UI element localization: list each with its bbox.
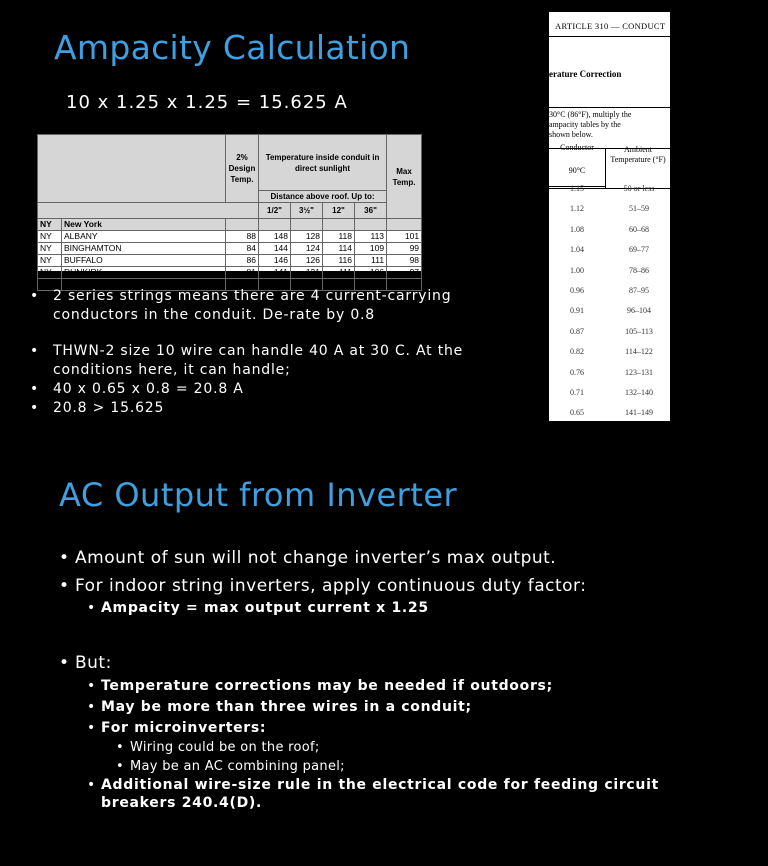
bullet-text: 20.8 > 15.625 [53, 400, 165, 416]
cell-d3: 119 [323, 279, 355, 291]
cell-state: NY [38, 243, 62, 255]
bullet-icon: • [59, 548, 70, 568]
bullet-icon: • [30, 400, 40, 416]
nec-factor: 0.65 [570, 408, 584, 418]
nec-instruction-line: 30°C (86°F), multiply the [549, 110, 632, 119]
list-item [30, 342, 500, 380]
cell-state: NY [38, 267, 62, 279]
bullet-icon: • [30, 343, 40, 359]
nec-instruction-line: shown below. [549, 130, 593, 139]
cell-d3: 111 [323, 267, 355, 279]
cell-d1: 146 [259, 255, 291, 267]
nec-correction-table [549, 12, 670, 421]
nec-temp-range: 114–122 [625, 347, 653, 357]
bullet-text: Wiring could be on the roof; [130, 740, 320, 755]
cell-max: 97 [387, 267, 422, 279]
cell-city: DUNKIRK [62, 267, 226, 279]
cell-d1: 148 [259, 231, 291, 243]
bullet-list-but [59, 649, 359, 677]
header-max-temp: Max Temp. [387, 135, 422, 219]
cell-d1: 149 [259, 279, 291, 291]
nec-factor: 1.08 [570, 224, 584, 234]
cell-design: 81 [226, 267, 259, 279]
bullet-icon: • [116, 740, 124, 755]
nec-factor: 1.00 [570, 265, 584, 275]
bullet-icon: • [30, 288, 40, 304]
cell-d2: 129 [291, 279, 323, 291]
cell-d2: 126 [291, 255, 323, 267]
list-item [87, 676, 687, 697]
cell-max: 103 [387, 279, 422, 291]
header-design-temp: 2% Design Temp. [226, 135, 259, 203]
bullet-list-derate [30, 287, 500, 325]
bullet-list-last [87, 776, 687, 812]
cell-d4: 109 [355, 243, 387, 255]
nec-factor: 0.82 [570, 347, 584, 357]
cell-max: 98 [387, 255, 422, 267]
state-abbr: NY [38, 219, 62, 231]
bullet-text: May be an AC combining panel; [130, 759, 345, 774]
cell-design: 86 [226, 255, 259, 267]
bullet-text: THWN-2 size 10 wire can handle 40 A at 30 C. At the conditions here, it can handle; [53, 343, 464, 378]
list-item [87, 598, 727, 619]
bullet-icon: • [87, 678, 96, 694]
cell-d2: 121 [291, 267, 323, 279]
table-row [38, 255, 422, 267]
list-item [59, 544, 739, 572]
cell-d4: 114 [355, 279, 387, 291]
nec-factor: 1.12 [570, 204, 584, 214]
bullet-icon: • [87, 720, 96, 736]
nec-factor: 0.91 [570, 306, 584, 316]
bullet-text: Additional wire-size rule in the electrical code for feeding circuit breakers 240.4(D). [101, 777, 659, 811]
nec-factor: 0.87 [570, 326, 584, 336]
header-distance-3: 12" [323, 203, 355, 219]
bullet-list-sub [87, 598, 727, 619]
nec-instruction-line: ampacity tables by the [549, 120, 621, 129]
cell-design: 88 [226, 231, 259, 243]
nec-temp-range: 50 or less [623, 184, 655, 193]
nec-factor: 0.96 [570, 286, 584, 295]
cell-design: 84 [226, 243, 259, 255]
cell-d1: 141 [259, 267, 291, 279]
cell-state: NY [38, 231, 62, 243]
nec-article-header: ARTICLE 310 — CONDUCT [555, 21, 666, 31]
list-item [59, 572, 739, 600]
cell-d3: 116 [323, 255, 355, 267]
bullet-list-main [59, 544, 739, 600]
bullet-text: Amount of sun will not change inverter’s max output. [75, 548, 557, 568]
cell-d2: 124 [291, 243, 323, 255]
cell-d4: 113 [355, 231, 387, 243]
bullet-text: But: [75, 653, 112, 673]
cell-city: BINGHAMTON [62, 243, 226, 255]
bullet-text: Temperature corrections may be needed if outdoors; [101, 678, 553, 694]
bullet-text: For indoor string inverters, apply continuous duty factor: [75, 576, 587, 596]
nec-temp-range: 60–68 [629, 224, 649, 234]
nec-section-title: erature Correction [549, 69, 622, 79]
list-item [87, 718, 687, 739]
bullet-text: For microinverters: [101, 720, 267, 736]
nec-temp-range: 78–86 [629, 265, 649, 275]
cell-state: NY [38, 279, 62, 291]
nec-temp-range: 123–131 [625, 367, 653, 377]
table-spacer [38, 203, 259, 219]
bullet-text: May be more than three wires in a conduit; [101, 699, 472, 715]
bullet-text: 40 x 0.65 x 0.8 = 20.8 A [53, 381, 244, 397]
list-item [87, 776, 687, 812]
table-corner [38, 135, 226, 203]
cell-d4: 111 [355, 255, 387, 267]
cell-city: ELMIRA CORNING REGIONAL A [62, 279, 226, 291]
bullet-icon: • [87, 600, 96, 616]
list-item [116, 757, 516, 776]
nec-temp-range: 51–59 [629, 204, 649, 214]
bullet-list-capacity [30, 342, 500, 418]
list-item [116, 738, 516, 757]
nec-col-ambient: Ambient Temperature (°F) [610, 145, 666, 164]
nec-factor: 0.76 [570, 367, 584, 377]
nec-temp-range: 96–104 [627, 306, 651, 316]
nec-factor: 1.15 [570, 184, 584, 193]
slide-title-ampacity: Ampacity Calculation [54, 28, 411, 67]
nec-temp-range: 141–149 [625, 408, 653, 418]
nec-temp-range: 105–113 [625, 326, 653, 336]
ampacity-formula: 10 x 1.25 x 1.25 = 15.625 A [66, 92, 348, 113]
cell-city: ALBANY [62, 231, 226, 243]
bullet-icon: • [87, 699, 96, 715]
table-row [38, 243, 422, 255]
bullet-list-micro [116, 738, 516, 776]
nec-factor: 0.71 [570, 388, 584, 397]
bullet-icon: • [30, 381, 40, 397]
cell-d3: 118 [323, 231, 355, 243]
bullet-icon: • [87, 777, 96, 793]
list-item [30, 287, 500, 325]
nec-temp-range: 87–95 [629, 286, 649, 295]
bullet-text: Ampacity = max output current x 1.25 [101, 600, 429, 616]
cell-design: 89 [226, 279, 259, 291]
bullet-list-but-items [87, 676, 687, 739]
slide-title-ac-output: AC Output from Inverter [59, 476, 458, 514]
header-temp-inside: Temperature inside conduit in direct sunlight [259, 135, 387, 191]
cell-city: BUFFALO [62, 255, 226, 267]
table-row-state [38, 219, 422, 231]
list-item [30, 399, 500, 418]
table-row [38, 231, 422, 243]
nec-col-90c: 90°C [568, 166, 586, 175]
cell-d3: 114 [323, 243, 355, 255]
header-distance: Distance above roof. Up to: [259, 191, 387, 203]
nec-temp-range: 69–77 [629, 245, 649, 255]
cell-d4: 106 [355, 267, 387, 279]
header-distance-4: 36" [355, 203, 387, 219]
cell-max: 99 [387, 243, 422, 255]
list-item [87, 697, 687, 718]
cell-d1: 144 [259, 243, 291, 255]
cell-max: 101 [387, 231, 422, 243]
nec-factor: 1.04 [570, 245, 584, 255]
list-item [59, 649, 359, 677]
header-distance-1: 1/2" [259, 203, 291, 219]
nec-col-conductor: Conductor [560, 143, 594, 152]
bullet-icon: • [116, 759, 124, 774]
list-item [30, 380, 500, 399]
cell-d2: 128 [291, 231, 323, 243]
bullet-text: 2 series strings means there are 4 current-carrying conductors in the conduit. De-rate by 0.8 [53, 288, 452, 323]
bullet-icon: • [59, 576, 70, 596]
header-distance-2: 3½" [291, 203, 323, 219]
nec-instructions [549, 110, 631, 140]
state-name: New York [62, 219, 226, 231]
table-row [38, 267, 422, 279]
nec-temp-range: 132–140 [625, 388, 653, 397]
bullet-icon: • [59, 653, 70, 673]
cell-state: NY [38, 255, 62, 267]
temperature-table [37, 134, 421, 289]
